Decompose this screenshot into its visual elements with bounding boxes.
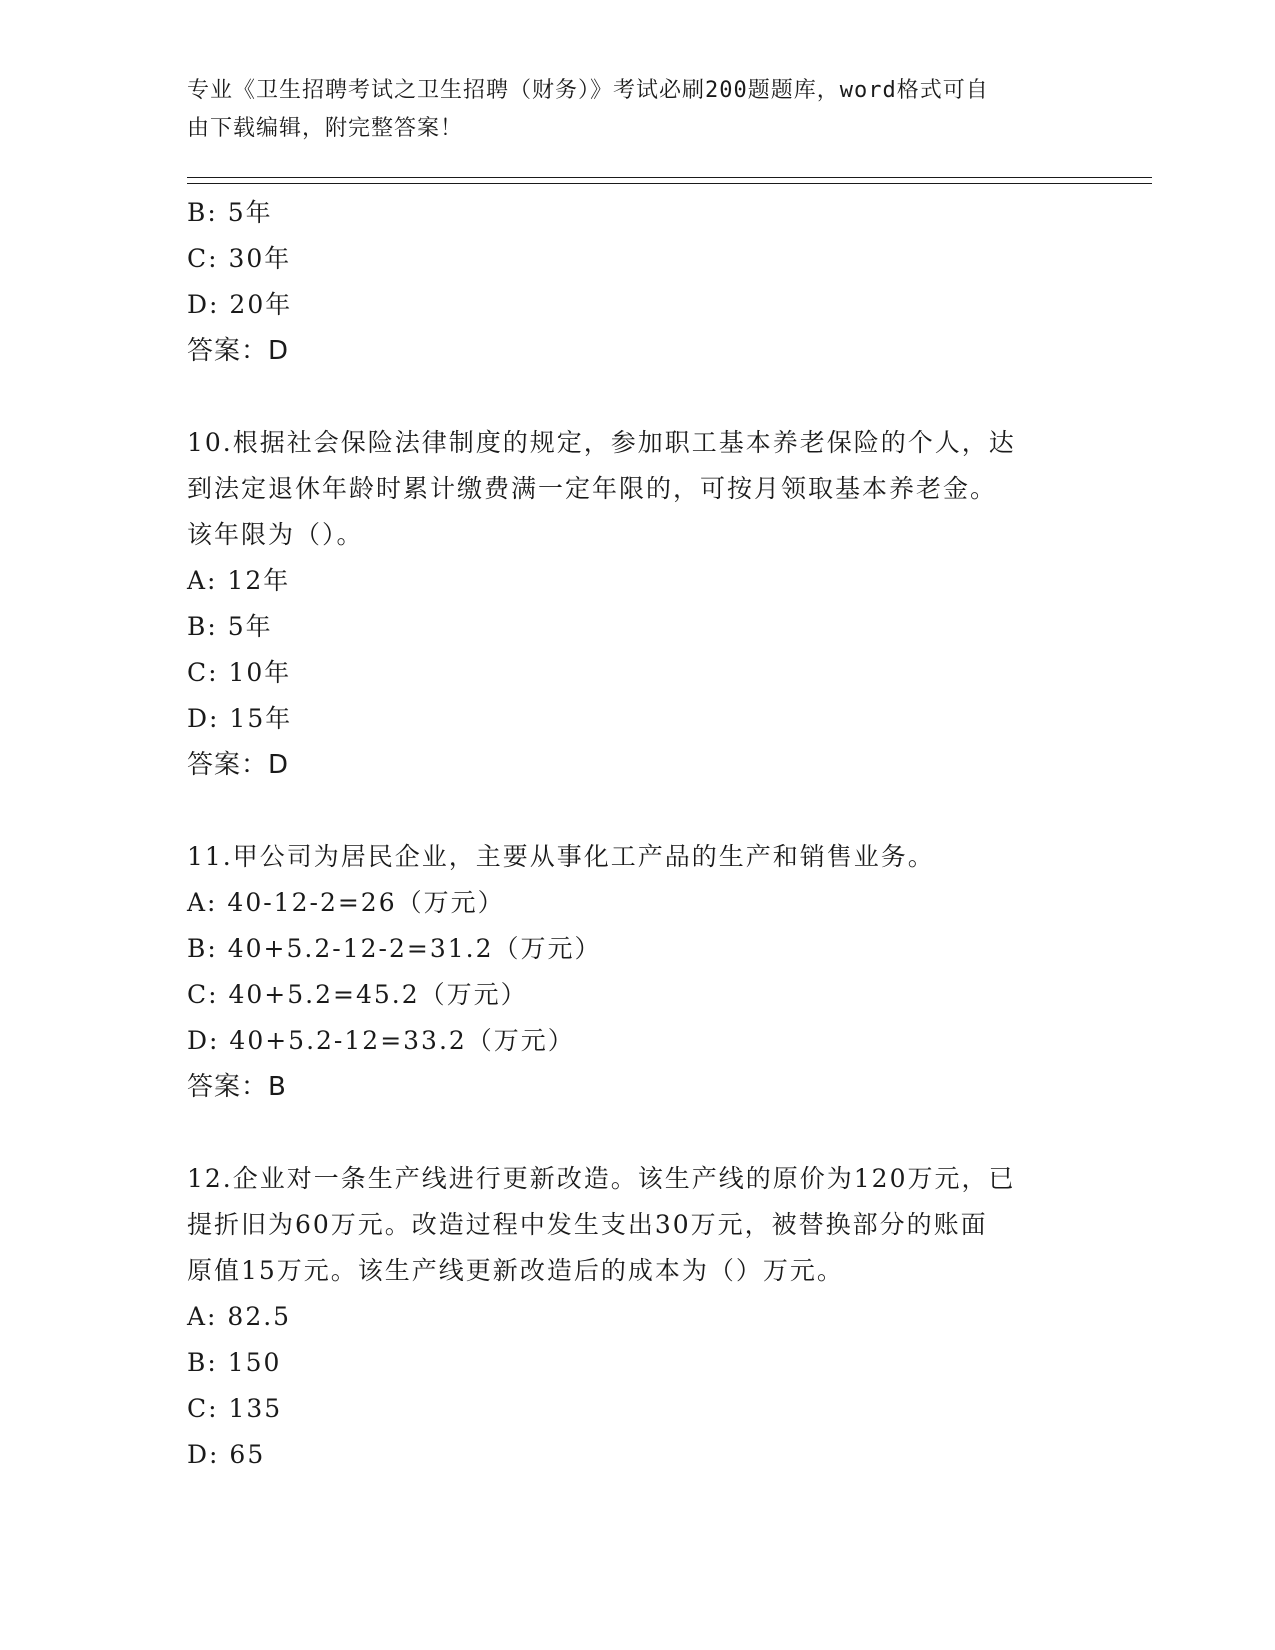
question-9 bbox=[187, 190, 1087, 374]
option-b: B: 150 bbox=[187, 1348, 282, 1377]
question-stem-line: 提折旧为60万元。改造过程中发生支出30万元，被替换部分的账面 bbox=[187, 1210, 988, 1239]
option-c: C: 10年 bbox=[187, 658, 292, 687]
document-header bbox=[187, 72, 1067, 148]
spacer bbox=[187, 788, 1087, 834]
option-a: A: 82.5 bbox=[187, 1302, 292, 1331]
question-12 bbox=[187, 1156, 1087, 1478]
answer-line: 答案：B bbox=[187, 1072, 287, 1102]
option-c: C: 135 bbox=[187, 1394, 283, 1423]
question-list bbox=[187, 190, 1087, 1478]
answer-line: 答案：D bbox=[187, 336, 290, 366]
option-c: C: 40+5.2=45.2（万元） bbox=[187, 980, 528, 1009]
question-11 bbox=[187, 834, 1087, 1110]
header-rule-top bbox=[187, 177, 1152, 178]
option-b: B: 40+5.2-12-2=31.2（万元） bbox=[187, 934, 602, 963]
question-stem-line: 11.甲公司为居民企业，主要从事化工产品的生产和销售业务。 bbox=[187, 842, 935, 871]
option-d: D: 40+5.2-12=33.2（万元） bbox=[187, 1026, 575, 1055]
option-b: B: 5年 bbox=[187, 198, 273, 227]
question-stem-line: 12.企业对一条生产线进行更新改造。该生产线的原价为120万元，已 bbox=[187, 1164, 1016, 1193]
question-stem-line: 该年限为（）。 bbox=[187, 520, 364, 549]
option-d: D: 65 bbox=[187, 1440, 266, 1469]
option-a: A: 12年 bbox=[187, 566, 291, 595]
question-stem-line: 10.根据社会保险法律制度的规定，参加职工基本养老保险的个人，达 bbox=[187, 428, 1016, 457]
question-stem-line: 原值15万元。该生产线更新改造后的成本为（）万元。 bbox=[187, 1256, 844, 1285]
option-d: D: 15年 bbox=[187, 704, 293, 733]
spacer bbox=[187, 1110, 1087, 1156]
header-line-1: 专业《卫生招聘考试之卫生招聘（财务）》考试必刷200题题库，word格式可自 bbox=[187, 78, 989, 103]
option-b: B: 5年 bbox=[187, 612, 273, 641]
answer-line: 答案：D bbox=[187, 750, 290, 780]
option-d: D: 20年 bbox=[187, 290, 293, 319]
spacer bbox=[187, 374, 1087, 420]
question-10 bbox=[187, 420, 1087, 788]
header-line-2: 由下载编辑，附完整答案！ bbox=[187, 116, 464, 141]
question-stem-line: 到法定退休年龄时累计缴费满一定年限的，可按月领取基本养老金。 bbox=[187, 474, 998, 503]
header-rule-bottom bbox=[187, 183, 1152, 184]
option-a: A: 40-12-2=26（万元） bbox=[187, 888, 505, 917]
option-c: C: 30年 bbox=[187, 244, 292, 273]
